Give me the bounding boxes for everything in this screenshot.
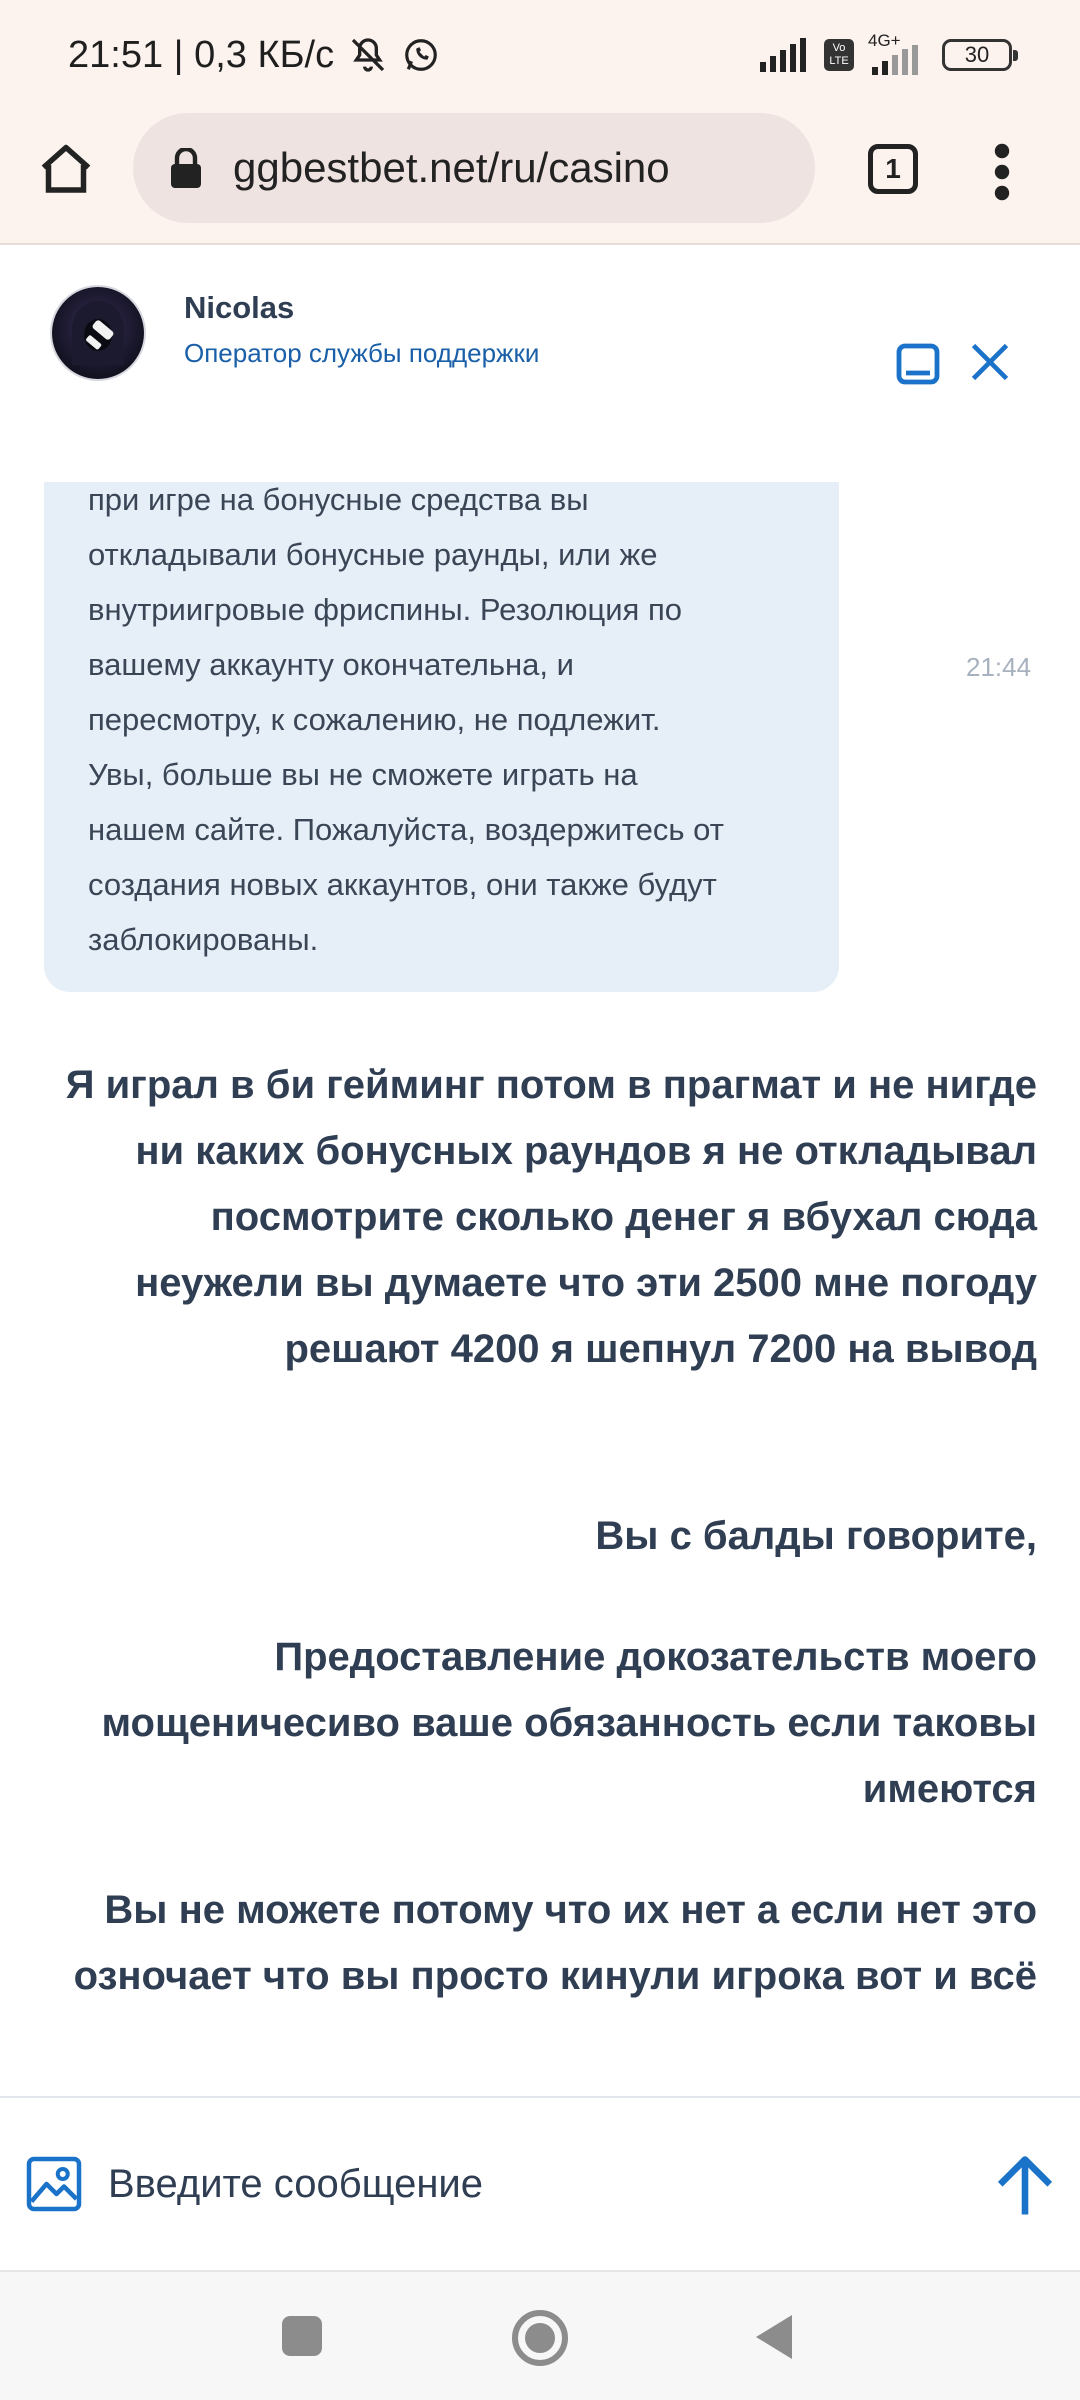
user-message-1: Я играл в би гейминг потом в прагмат и не нигде ни каких бонусных раундов я не откладывал посмотрите сколько денег я вбухал сюда неужели вы думаете что эти 2500 мне погоду решают 4200 я шепнул 7200 на вывод	[65, 1063, 1037, 1371]
operator-message-line: нашем сайте. Пожалуйста, воздержитесь от	[88, 812, 724, 847]
system-nav-bar	[0, 2270, 1080, 2400]
user-message-3: Предоставление докозательств моего мощеничесиво ваше обязанность если таковы имеются	[101, 1635, 1037, 1811]
image-upload-icon[interactable]	[24, 2154, 84, 2214]
recents-square-icon[interactable]	[282, 2316, 322, 2356]
bell-muted-icon	[348, 35, 388, 75]
whatsapp-icon	[402, 36, 440, 74]
hooded-figure-icon	[52, 287, 144, 379]
url-text: ggbestbet.net/ru/casino	[233, 144, 670, 191]
more-vert-icon[interactable]	[990, 142, 1014, 202]
status-right	[760, 31, 1012, 75]
chat-messages[interactable]	[0, 482, 1080, 2096]
agent-role: Оператор службы поддержки	[184, 338, 540, 368]
avatar-icon	[52, 287, 144, 379]
message-composer	[0, 2096, 1080, 2270]
operator-message-line: внутриигровые фриспины. Резолюция по	[88, 592, 682, 627]
home-icon[interactable]	[36, 140, 96, 200]
minimize-icon[interactable]	[894, 340, 942, 388]
operator-message-line: заблокированы.	[88, 922, 319, 957]
signal-4g-icon	[868, 45, 928, 75]
close-icon[interactable]	[968, 340, 1012, 384]
status-bar	[0, 0, 1080, 110]
user-message-4: Вы не можете потому что их нет а если нет это озночает что вы просто кинули игрока вот и всё	[73, 1888, 1037, 1998]
volte-icon: Vo LTE	[824, 39, 854, 71]
network-type-label: 4G+	[868, 31, 901, 50]
chat-header	[0, 247, 1080, 482]
network-4g	[868, 31, 928, 75]
lock-icon	[169, 148, 203, 188]
tabs-icon[interactable]	[868, 144, 918, 194]
back-triangle-icon[interactable]	[752, 2312, 796, 2362]
operator-message-line: откладывали бонусные раунды, или же	[88, 537, 658, 572]
operator-message-line: Увы, больше вы не сможете играть на	[88, 757, 638, 792]
operator-message-line: при игре на бонусные средства вы	[88, 482, 589, 517]
operator-message-bubble	[44, 482, 839, 992]
tab-count-label: 1	[885, 153, 901, 184]
home-circle-icon[interactable]	[510, 2308, 570, 2368]
agent-name: Nicolas	[184, 290, 295, 325]
signal-icon	[760, 38, 810, 72]
address-bar[interactable]	[133, 113, 815, 223]
browser-toolbar	[0, 110, 1080, 245]
status-time: 21:51 | 0,3 КБ/с	[68, 33, 335, 76]
operator-message-time: 21:44	[966, 652, 1032, 682]
send-arrow-up-icon[interactable]	[992, 2154, 1058, 2220]
operator-message-line: пересмотру, к сожалению, не подлежит.	[88, 702, 661, 737]
user-message-2: Вы с балды говорите,	[595, 1514, 1037, 1558]
status-left	[68, 34, 440, 77]
operator-message-line: вашему аккаунту окончательна, и	[88, 647, 574, 682]
operator-message-line: создания новых аккаунтов, они также будут	[88, 867, 717, 902]
message-input[interactable]	[108, 2148, 868, 2220]
battery-icon: 30	[942, 39, 1012, 71]
